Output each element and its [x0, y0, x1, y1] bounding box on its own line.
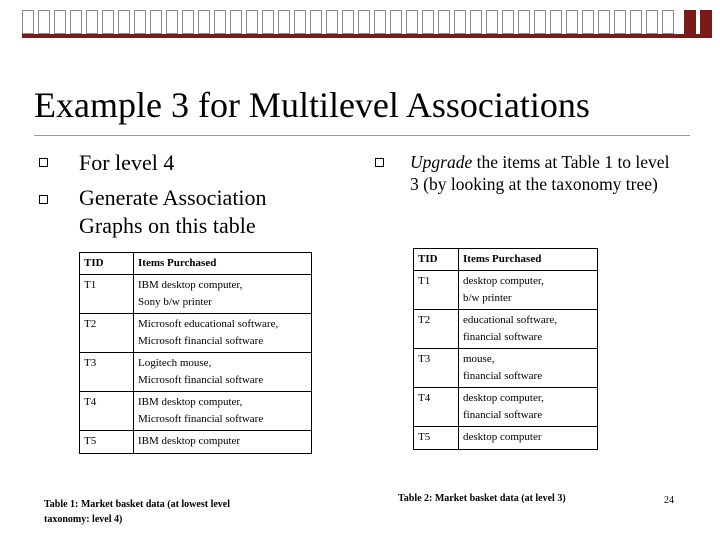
- item-line: desktop computer,: [463, 275, 544, 287]
- table-cell-tid: T3: [414, 349, 459, 388]
- top-decoration-bar: [22, 10, 712, 40]
- decor-square: [70, 10, 82, 34]
- decor-square: [182, 10, 194, 34]
- table-cell-items: [134, 314, 312, 353]
- bullet-square-icon: [375, 158, 384, 167]
- table-row: [414, 427, 598, 450]
- table-row: [80, 392, 312, 431]
- table2-caption: Table 2: Market basket data (at level 3): [398, 493, 566, 504]
- item-line: IBM desktop computer,: [138, 279, 243, 291]
- table-cell-items: [459, 310, 598, 349]
- table-header-items: Items Purchased: [134, 253, 312, 275]
- table-cell-tid: T4: [80, 392, 134, 431]
- table-cell-items: [459, 427, 598, 450]
- table-cell-tid: T4: [414, 388, 459, 427]
- decor-square: [214, 10, 226, 34]
- decor-square-accent: [684, 10, 696, 34]
- bullet-square-icon: [39, 195, 48, 204]
- decor-square: [566, 10, 578, 34]
- decor-square: [294, 10, 306, 34]
- slide-title: Example 3 for Multilevel Associations: [34, 85, 590, 125]
- table-header-items: Items Purchased: [459, 249, 598, 271]
- table-row: [414, 310, 598, 349]
- decor-square: [662, 10, 674, 34]
- item-line: desktop computer,: [463, 392, 544, 404]
- table-row: [80, 314, 312, 353]
- decor-square: [102, 10, 114, 34]
- table-cell-tid: T3: [80, 353, 134, 392]
- left-bullet-2: Generate Association Graphs on this table: [79, 185, 267, 238]
- table-cell-items: [134, 353, 312, 392]
- decor-square-accent: [700, 10, 712, 34]
- table-level3: [413, 248, 598, 450]
- decor-square: [374, 10, 386, 34]
- title-rule: [34, 135, 690, 136]
- table-cell-tid: T5: [414, 427, 459, 450]
- right-bullet-emphasis: Upgrade: [410, 152, 473, 172]
- caption-line: taxonomy: level 4): [44, 514, 123, 525]
- table-cell-items: [459, 271, 598, 310]
- table-cell-items: [459, 388, 598, 427]
- item-line: b/w printer: [463, 292, 512, 304]
- decor-square: [454, 10, 466, 34]
- item-line: financial software: [463, 331, 543, 343]
- decor-square: [438, 10, 450, 34]
- decor-square: [326, 10, 338, 34]
- item-line: mouse,: [463, 353, 495, 365]
- decor-square: [86, 10, 98, 34]
- bullet-square-icon: [39, 158, 48, 167]
- left-bullet-1: For level 4: [79, 150, 175, 175]
- table1-caption: [44, 497, 294, 527]
- table-cell-tid: T2: [80, 314, 134, 353]
- item-line: financial software: [463, 409, 543, 421]
- decor-square: [422, 10, 434, 34]
- item-line: IBM desktop computer,: [138, 396, 243, 408]
- decor-square: [390, 10, 402, 34]
- decor-square: [470, 10, 482, 34]
- table-header-tid: TID: [414, 249, 459, 271]
- decor-square: [166, 10, 178, 34]
- decor-square: [278, 10, 290, 34]
- decor-square: [646, 10, 658, 34]
- item-line: Logitech mouse,: [138, 357, 212, 369]
- table-row: [80, 353, 312, 392]
- decor-square: [22, 10, 34, 34]
- decor-square: [406, 10, 418, 34]
- decor-square: [598, 10, 610, 34]
- item-line: Microsoft financial software: [138, 374, 264, 386]
- table-cell-tid: T2: [414, 310, 459, 349]
- decor-square: [150, 10, 162, 34]
- caption-line: Table 1: Market basket data (at lowest level: [44, 499, 230, 510]
- table-row: [80, 275, 312, 314]
- table-cell-tid: T5: [80, 431, 134, 454]
- decor-square: [342, 10, 354, 34]
- decor-square: [262, 10, 274, 34]
- decor-square: [614, 10, 626, 34]
- table-cell-items: [134, 431, 312, 454]
- table-cell-tid: T1: [414, 271, 459, 310]
- item-line: IBM desktop computer: [138, 435, 241, 447]
- decor-square: [582, 10, 594, 34]
- decor-square: [38, 10, 50, 34]
- item-line: Sony b/w printer: [138, 296, 212, 308]
- table-cell-tid: T1: [80, 275, 134, 314]
- decor-square: [54, 10, 66, 34]
- decor-square: [358, 10, 370, 34]
- table-cell-items: [134, 392, 312, 431]
- decor-square: [118, 10, 130, 34]
- decor-square: [486, 10, 498, 34]
- decor-square: [134, 10, 146, 34]
- table-row: [414, 349, 598, 388]
- right-bullet-rest: the items at Table 1 to level 3 (by looking at the taxonomy tree): [410, 152, 670, 194]
- item-line: educational software,: [463, 314, 558, 326]
- table-cell-items: [459, 349, 598, 388]
- decor-square: [518, 10, 530, 34]
- right-bullet: [410, 151, 680, 195]
- table-header-row: [414, 249, 598, 271]
- item-line: Microsoft financial software: [138, 335, 264, 347]
- item-line: desktop computer: [463, 431, 542, 443]
- table-header-tid: TID: [80, 253, 134, 275]
- decor-square: [198, 10, 210, 34]
- decor-square: [310, 10, 322, 34]
- decor-square: [630, 10, 642, 34]
- table-level4: [79, 252, 312, 454]
- table-header-row: [80, 253, 312, 275]
- decor-square: [550, 10, 562, 34]
- table-row: [414, 388, 598, 427]
- accent-line: [22, 34, 712, 38]
- decor-square: [246, 10, 258, 34]
- table-row: [80, 431, 312, 454]
- item-line: financial software: [463, 370, 543, 382]
- decor-square: [502, 10, 514, 34]
- table-row: [414, 271, 598, 310]
- item-line: Microsoft financial software: [138, 413, 264, 425]
- decor-square: [534, 10, 546, 34]
- table-cell-items: [134, 275, 312, 314]
- page-number: 24: [664, 495, 674, 506]
- decor-square: [230, 10, 242, 34]
- item-line: Microsoft educational software,: [138, 318, 279, 330]
